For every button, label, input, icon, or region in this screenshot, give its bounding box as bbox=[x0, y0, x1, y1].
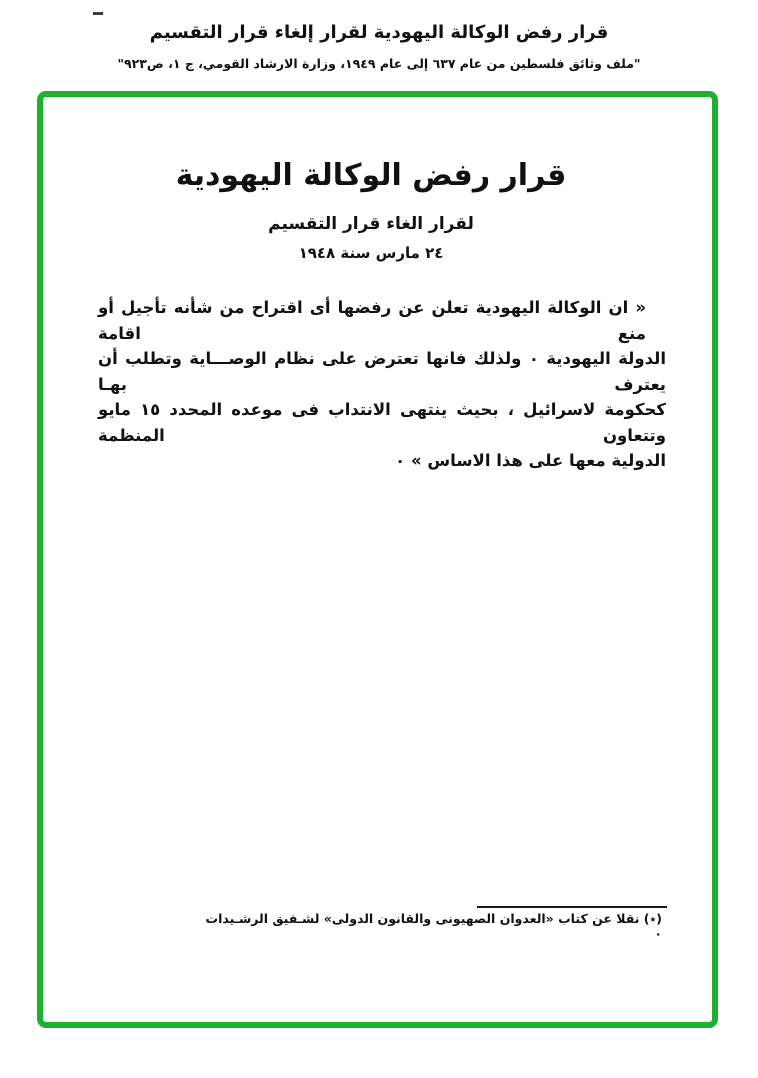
page-header-source: "ملف وثائق فلسطين من عام ٦٣٧ إلى عام ١٩٤٩، وزارة الارشاد القومي، ج ١، ص٩٢٣" bbox=[117, 56, 641, 71]
footnote: (٭) نقلا عن كتاب «العدوان الصهيونى والقانون الدولى» لشـفيق الرشـيدات ٠ bbox=[205, 911, 662, 941]
document-title: قرار رفض الوكالة اليهودية bbox=[175, 158, 567, 193]
document-subtitle: لقرار الغاء قرار التقسيم bbox=[268, 214, 474, 234]
page-header-title: قرار رفض الوكالة اليهودية لقرار إلغاء قرار التقسيم bbox=[149, 22, 609, 43]
document-date: ٢٤ مارس سنة ١٩٤٨ bbox=[298, 244, 444, 262]
stray-scan-mark bbox=[93, 12, 103, 15]
body-line-1: « ان الوكالة اليهودية تعلن عن رفضها أى اقتراح من شأنه تأجيل أو منع اقامة bbox=[98, 298, 646, 343]
document-body bbox=[98, 295, 666, 474]
body-line-2: الدولة اليهودية ٠ ولذلك فانها تعترض على نظام الوصـــاية وتطلب أن يعترف بهـا bbox=[98, 349, 666, 394]
body-line-4: الدولية معها على هذا الاساس » ٠ bbox=[395, 451, 666, 470]
footnote-divider bbox=[477, 906, 667, 908]
body-line-3: كحكومة لاسرائيل ، بحيث ينتهى الانتداب فى موعده المحدد ١٥ مايو وتتعاون المنظمة bbox=[98, 400, 667, 445]
